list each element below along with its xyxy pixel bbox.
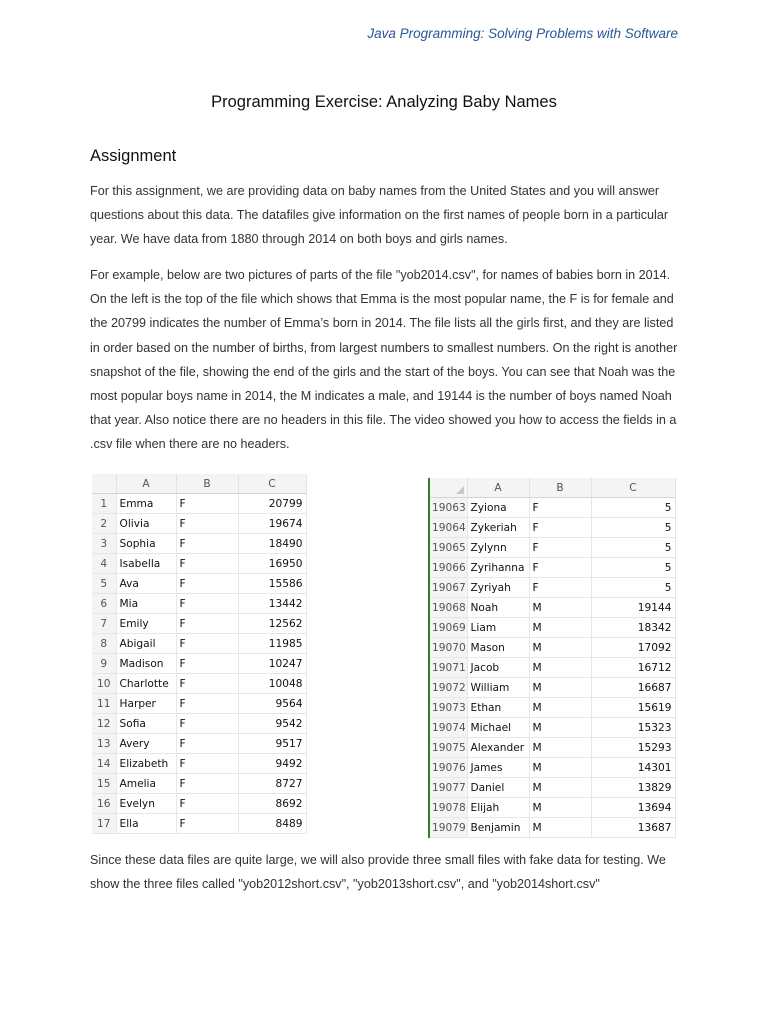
cell-name[interactable]: Zylynn [467,538,529,558]
cell-name[interactable]: Sofia [116,714,176,734]
table-row [429,818,675,838]
cell-count[interactable]: 18342 [591,618,675,638]
cell-name[interactable]: Alexander [467,738,529,758]
table-row [429,638,675,658]
cell-count[interactable]: 20799 [238,494,306,514]
cell-sex[interactable]: F [176,514,238,534]
table-row [429,658,675,678]
cell-name[interactable]: Benjamin [467,818,529,838]
cell-count[interactable]: 15619 [591,698,675,718]
cell-count[interactable]: 19674 [238,514,306,534]
cell-name[interactable]: Avery [116,734,176,754]
table-row [429,698,675,718]
row-number[interactable]: 19065 [429,538,467,558]
row-number[interactable]: 19073 [429,698,467,718]
intro-paragraph: For this assignment, we are providing data on baby names from the United States and you will answer questions about this data. The datafiles give information on the first names of people born in a particular year. We have data from 1880 through 2014 on both boys and girls names. [90,184,669,247]
table-row [429,778,675,798]
table-row [429,738,675,758]
cell-count[interactable]: 8727 [238,774,306,794]
cell-name[interactable]: Abigail [116,634,176,654]
cell-count[interactable]: 10048 [238,674,306,694]
cell-count[interactable]: 8489 [238,814,306,834]
table-row [429,598,675,618]
row-number[interactable]: 19072 [429,678,467,698]
table-row [92,774,306,794]
cell-sex[interactable]: M [529,678,591,698]
table-row [429,798,675,818]
cell-name[interactable]: Jacob [467,658,529,678]
cell-count[interactable]: 5 [591,558,675,578]
cell-sex[interactable]: M [529,718,591,738]
cell-sex[interactable]: F [176,534,238,554]
table-row [92,594,306,614]
cell-name[interactable]: Isabella [116,554,176,574]
cell-name[interactable]: Evelyn [116,794,176,814]
cell-name[interactable]: Daniel [467,778,529,798]
row-number[interactable]: 5 [92,574,116,594]
cell-count[interactable]: 9542 [238,714,306,734]
cell-count[interactable]: 8692 [238,794,306,814]
table-row [429,678,675,698]
cell-sex[interactable]: F [176,754,238,774]
cell-name[interactable]: Elijah [467,798,529,818]
testing-files-paragraph: Since these data files are quite large, we will also provide three small files with fake data for testing. We show the three files called "yob2012short.csv", "yob2013short.csv", and "yob2014short.csv" [90,853,666,892]
table-row [429,758,675,778]
row-number[interactable]: 6 [92,594,116,614]
row-number[interactable]: 19066 [429,558,467,578]
cell-count[interactable]: 13694 [591,798,675,818]
cell-sex[interactable]: M [529,798,591,818]
column-header-a[interactable]: A [116,474,176,494]
table-row [92,794,306,814]
spreadsheet-left [92,474,307,834]
cell-name[interactable]: James [467,758,529,778]
cell-name[interactable]: Zyrihanna [467,558,529,578]
row-number[interactable]: 19076 [429,758,467,778]
cell-name[interactable]: Harper [116,694,176,714]
row-number[interactable]: 19069 [429,618,467,638]
cell-count[interactable]: 9492 [238,754,306,774]
cell-count[interactable]: 14301 [591,758,675,778]
table-row [92,674,306,694]
row-number[interactable]: 19075 [429,738,467,758]
example-paragraph: For example, below are two pictures of parts of the file "yob2014.csv", for names of babies born in 2014. On the left is the top of the file which shows that Emma is the most popular name, the F is for female and the 20799 indicates the number of Emma’s born in 2014. The file lists all the girls first, and they are listed in order based on the number of births, from largest numbers to smallest numbers. On the right is another snapshot of the file, showing the end of the girls and the start of the boys. You can see that Noah was the most popular boys name in 2014, the M indicates a male, and 19144 is the number of boys named Noah that year. Also notice there are no headers in this file. The video showed you how to access the fields in a .csv file when there are no headers. [90,268,678,452]
row-number[interactable]: 11 [92,694,116,714]
table-row [92,554,306,574]
cell-sex[interactable]: F [176,634,238,654]
row-number[interactable]: 1 [92,494,116,514]
cell-count[interactable]: 13687 [591,818,675,838]
table-row [92,494,306,514]
table-row [92,654,306,674]
cell-count[interactable]: 5 [591,538,675,558]
select-all-corner[interactable] [429,478,467,498]
cell-name[interactable]: Charlotte [116,674,176,694]
cell-count[interactable]: 5 [591,498,675,518]
cell-count[interactable]: 17092 [591,638,675,658]
cell-name[interactable]: Olivia [116,514,176,534]
cell-sex[interactable]: M [529,778,591,798]
table-row [92,634,306,654]
cell-sex[interactable]: F [529,498,591,518]
cell-count[interactable]: 9517 [238,734,306,754]
row-number[interactable]: 13 [92,734,116,754]
row-number[interactable]: 19078 [429,798,467,818]
column-header-c[interactable]: C [238,474,306,494]
cell-sex[interactable]: F [529,518,591,538]
table-row [429,538,675,558]
cell-sex[interactable]: F [176,794,238,814]
cell-sex[interactable]: M [529,698,591,718]
row-number[interactable]: 12 [92,714,116,734]
cell-name[interactable]: Noah [467,598,529,618]
cell-sex[interactable]: M [529,758,591,778]
cell-count[interactable]: 10247 [238,654,306,674]
table-row [429,618,675,638]
cell-sex[interactable]: M [529,598,591,618]
cell-sex[interactable]: F [176,734,238,754]
cell-name[interactable]: Zykeriah [467,518,529,538]
cell-name[interactable]: Mia [116,594,176,614]
table-row [429,718,675,738]
cell-count[interactable]: 9564 [238,694,306,714]
cell-sex[interactable]: F [529,558,591,578]
cell-name[interactable]: Ella [116,814,176,834]
row-number[interactable]: 19071 [429,658,467,678]
row-number[interactable]: 15 [92,774,116,794]
select-all-corner[interactable] [92,474,116,494]
cell-sex[interactable]: M [529,638,591,658]
row-number[interactable]: 17 [92,814,116,834]
cell-count[interactable]: 15293 [591,738,675,758]
cell-sex[interactable]: M [529,618,591,638]
cell-count[interactable]: 18490 [238,534,306,554]
cell-sex[interactable]: F [529,538,591,558]
cell-name[interactable]: Sophia [116,534,176,554]
page-title: Programming Exercise: Analyzing Baby Names [211,93,557,111]
cell-name[interactable]: Michael [467,718,529,738]
cell-name[interactable]: Emily [116,614,176,634]
table-row [92,534,306,554]
row-number[interactable]: 2 [92,514,116,534]
table-row [92,574,306,594]
cell-name[interactable]: Liam [467,618,529,638]
cell-sex[interactable]: F [176,574,238,594]
cell-count[interactable]: 11985 [238,634,306,654]
cell-count[interactable]: 19144 [591,598,675,618]
table-row [429,498,675,518]
row-number[interactable]: 9 [92,654,116,674]
cell-sex[interactable]: F [176,594,238,614]
row-number[interactable]: 19074 [429,718,467,738]
table-row [92,814,306,834]
cell-count[interactable]: 13829 [591,778,675,798]
cell-name[interactable]: Amelia [116,774,176,794]
cell-sex[interactable]: F [176,554,238,574]
cell-name[interactable]: Ethan [467,698,529,718]
column-header-c[interactable]: C [591,478,675,498]
cell-sex[interactable]: F [176,694,238,714]
cell-count[interactable]: 5 [591,578,675,598]
cell-sex[interactable]: F [176,614,238,634]
row-number[interactable]: 7 [92,614,116,634]
table-row [429,558,675,578]
cell-sex[interactable]: M [529,738,591,758]
cell-name[interactable]: William [467,678,529,698]
section-heading: Assignment [90,147,177,165]
cell-sex[interactable]: F [176,714,238,734]
column-header-row [429,478,675,498]
row-number[interactable]: 16 [92,794,116,814]
table-row [92,614,306,634]
select-all-triangle-icon [456,486,464,494]
column-header-b[interactable]: B [176,474,238,494]
cell-count[interactable]: 5 [591,518,675,538]
cell-sex[interactable]: M [529,818,591,838]
row-number[interactable]: 14 [92,754,116,774]
cell-count[interactable]: 13442 [238,594,306,614]
row-number[interactable]: 4 [92,554,116,574]
cell-sex[interactable]: F [176,774,238,794]
table-row [92,694,306,714]
column-header-b[interactable]: B [529,478,591,498]
cell-name[interactable]: Ava [116,574,176,594]
cell-name[interactable]: Madison [116,654,176,674]
cell-sex[interactable]: M [529,658,591,678]
cell-count[interactable]: 16687 [591,678,675,698]
cell-name[interactable]: Zyiona [467,498,529,518]
table-row [92,734,306,754]
row-number[interactable]: 19077 [429,778,467,798]
cell-sex[interactable]: F [176,654,238,674]
table-row [92,714,306,734]
cell-name[interactable]: Mason [467,638,529,658]
cell-sex[interactable]: F [529,578,591,598]
row-number[interactable]: 10 [92,674,116,694]
cell-name[interactable]: Elizabeth [116,754,176,774]
spreadsheet-right [428,478,676,838]
row-number[interactable]: 19079 [429,818,467,838]
course-header: Java Programming: Solving Problems with Software [367,26,678,41]
cell-count[interactable]: 16950 [238,554,306,574]
table-row [92,754,306,774]
table-row [429,518,675,538]
cell-name[interactable]: Zyriyah [467,578,529,598]
row-number[interactable]: 8 [92,634,116,654]
cell-count[interactable]: 16712 [591,658,675,678]
column-header-a[interactable]: A [467,478,529,498]
row-number[interactable]: 19070 [429,638,467,658]
cell-count[interactable]: 15586 [238,574,306,594]
row-number[interactable]: 19063 [429,498,467,518]
cell-sex[interactable]: F [176,814,238,834]
table-row [92,514,306,534]
column-header-row [92,474,306,494]
cell-count[interactable]: 15323 [591,718,675,738]
row-number[interactable]: 3 [92,534,116,554]
row-number[interactable]: 19067 [429,578,467,598]
cell-sex[interactable]: F [176,494,238,514]
table-row [429,578,675,598]
row-number[interactable]: 19064 [429,518,467,538]
cell-name[interactable]: Emma [116,494,176,514]
row-number[interactable]: 19068 [429,598,467,618]
cell-sex[interactable]: F [176,674,238,694]
cell-count[interactable]: 12562 [238,614,306,634]
